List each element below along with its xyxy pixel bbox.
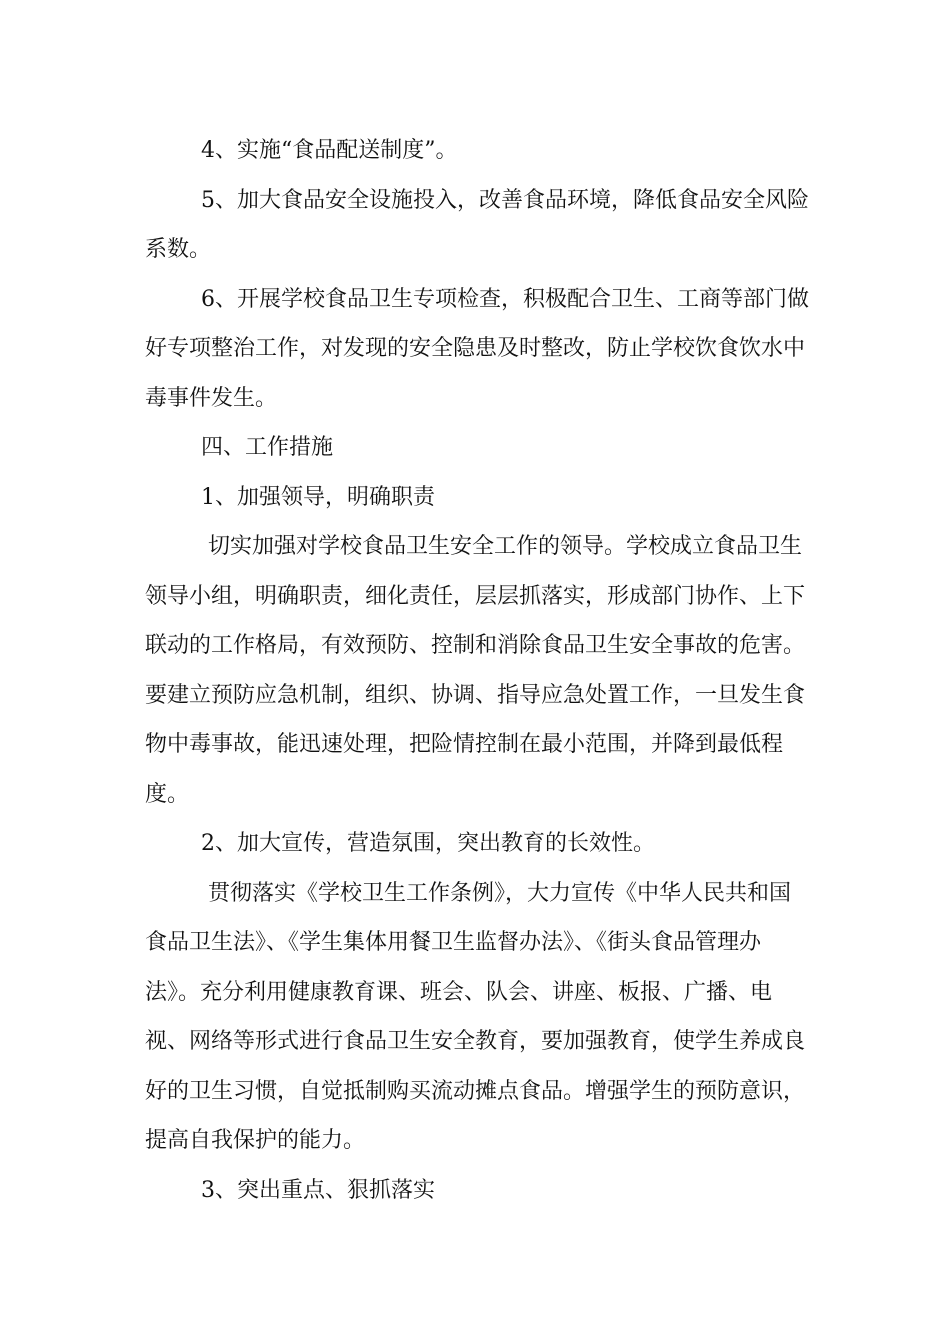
section-heading-measures: 四、工作措施 (145, 435, 333, 460)
paragraph-leadership: 切实加强对学校食品卫生安全工作的领导。学校成立食品卫生领导小组，明确职责，细化责任，层层抓落实，形成部门协作、上下联动的工作格局，有效预防、控制和消除食品卫生安全事故的危害。要建立预防应急机制，组织、协调、指导应急处置工作，一旦发生食物中毒事故，能迅速处理，把险情控制在最小范围，并降到最低程度。 (145, 534, 806, 807)
subheading-publicity: 2、加大宣传，营造氛围，突出教育的长效性。 (145, 831, 655, 856)
document-body (145, 126, 809, 1215)
paragraph-item-5: 5、加大食品安全设施投入，改善食品环境，降低食品安全风险系数。 (145, 187, 809, 262)
subheading-key-points: 3、突出重点、狠抓落实 (145, 1177, 435, 1203)
paragraph-publicity: 贯彻落实《学校卫生工作条例》，大力宣传《中华人民共和国食品卫生法》、《学生集体用餐卫生监督办法》、《街头食品管理办法》。充分利用健康教育课、班会、队会、讲座、板报、广播、电视、网络等形式进行食品卫生安全教育，要加强教育，使学生养成良好的卫生习惯，自觉抵制购买流动摊点食品。增强学生的预防意识，提高自我保护的能力。 (145, 880, 806, 1153)
subheading-leadership: 1、加强领导，明确职责 (145, 484, 435, 510)
paragraph-item-6: 6、开展学校食品卫生专项检查，积极配合卫生、工商等部门做好专项整治工作，对发现的安全隐患及时整改，防止学校饮食饮水中毒事件发生。 (145, 286, 809, 411)
paragraph-item-4: 4、实施“食品配送制度”。 (145, 138, 458, 163)
